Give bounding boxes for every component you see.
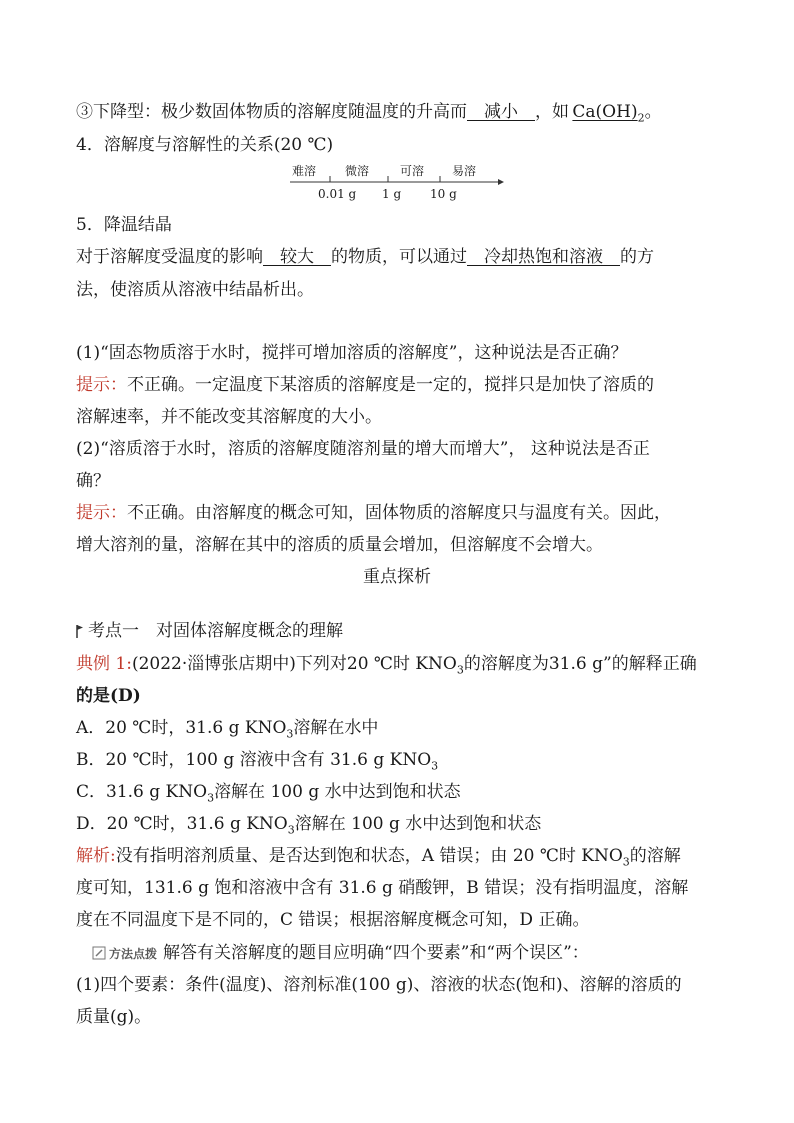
- analysis-1: [76, 845, 681, 873]
- hint-label: 提示：: [76, 503, 127, 523]
- hint-text: 不正确。一定温度下某溶质的溶解度是一定的，搅拌只是加快了溶质的: [127, 375, 654, 395]
- para-cooling-1: [76, 246, 654, 268]
- hint-1: [76, 374, 654, 396]
- method-tip: [92, 942, 589, 965]
- method-text: 解答有关溶解度的题目应明确“四个要素”和“两个误区”：: [163, 943, 589, 963]
- option-b: [76, 749, 438, 777]
- scale-label-insoluble: 难溶: [292, 164, 317, 178]
- text: 溶解在 100 g 水中达到饱和状态: [214, 782, 461, 802]
- key-point-title: 考点一 对固体溶解度概念的理解: [88, 621, 343, 641]
- heading-5: 5．降温结晶: [76, 215, 172, 235]
- scale-label-soluble: 可溶: [400, 164, 425, 178]
- formula: [572, 102, 645, 125]
- answer-text: 冷却热饱和溶液: [484, 247, 603, 267]
- scale-value-10g: 10 g: [430, 187, 457, 201]
- text: A．20 ℃时，31.6 g KNO: [76, 718, 287, 738]
- text: 没有指明溶剂质量、是否达到饱和状态，A 错误；由 20 ℃时 KNO: [115, 846, 623, 866]
- section-title: 重点探析: [363, 567, 431, 587]
- subscript: 3: [287, 823, 295, 837]
- answer-blank: [467, 247, 620, 267]
- subscript: 3: [286, 727, 294, 741]
- subscript: 3: [456, 663, 464, 677]
- scale-value-1g: 1 g: [382, 187, 402, 201]
- answer-text: 减小: [484, 102, 518, 122]
- text: 的方: [620, 247, 654, 267]
- analysis-3: 度在不同温度下是不同的，C 错误；根据溶解度概念可知，D 正确。: [76, 910, 590, 930]
- answer-blank: [263, 247, 331, 267]
- pen-icon: [92, 946, 106, 960]
- subscript: 3: [207, 791, 215, 805]
- text: ，如: [535, 102, 569, 122]
- key-point-1: [76, 620, 343, 642]
- example-1: [76, 653, 697, 681]
- answer-blank: [467, 102, 535, 122]
- text: 的溶解度为31.6 g”的解释正确: [463, 654, 697, 674]
- text: 的物质，可以通过: [331, 247, 467, 267]
- text: 溶解在水中: [293, 718, 379, 738]
- heading-4: 4．溶解度与溶解性的关系(20 ℃): [76, 135, 334, 155]
- subscript: 3: [431, 759, 439, 773]
- option-a: [76, 717, 378, 745]
- answer-text: 较大: [280, 247, 314, 267]
- para-cooling-2: 法，使溶质从溶液中结晶析出。: [76, 280, 314, 300]
- question-2: (2)“溶质溶于水时，溶质的溶解度随溶剂量的增大而增大”， 这种说法是否正: [76, 439, 650, 459]
- scale-label-easily-soluble: 易溶: [452, 164, 477, 178]
- text: D．20 ℃时，31.6 g KNO: [76, 814, 288, 834]
- example-label: 典例 1:: [76, 654, 132, 674]
- analysis-2: 度可知，131.6 g 饱和溶液中含有 31.6 g 硝酸钾，B 错误；没有指明温度，溶解: [76, 878, 689, 898]
- text: ③下降型：极少数固体物质的溶解度随温度的升高而: [76, 102, 467, 122]
- formula-text: Ca(OH): [572, 102, 638, 122]
- option-c: [76, 781, 461, 809]
- text: B．20 ℃时，100 g 溶液中含有 31.6 g KNO: [76, 750, 432, 770]
- text: (2022·淄博张店期中)下列对20 ℃时 KNO: [131, 654, 457, 674]
- text: C．31.6 g KNO: [76, 782, 208, 802]
- method-tag: 方法点拨: [109, 947, 158, 961]
- option-d: [76, 813, 541, 841]
- hint-2-cont: 增大溶剂的量，溶解在其中的溶质的质量会增加，但溶解度不会增大。: [76, 535, 603, 555]
- hint-label: 提示：: [76, 375, 127, 395]
- requirements-1-cont: 质量(g)。: [76, 1007, 152, 1027]
- question-1: (1)“固态物质溶于水时，搅拌可增加溶质的溶解度”，这种说法是否正确？: [76, 343, 628, 363]
- requirements-1: (1)四个要素：条件(温度)、溶剂标准(100 g)、溶液的状态(饱和)、溶解的溶质的: [76, 975, 682, 995]
- subscript: 3: [622, 855, 630, 869]
- formula-subscript: 2: [637, 111, 645, 125]
- question-2-cont: 确？: [76, 471, 110, 491]
- scale-label-slightly-soluble: 微溶: [345, 164, 370, 178]
- flag-icon: [76, 624, 84, 638]
- scale-value-0.01g: 0.01 g: [318, 187, 357, 201]
- text: 溶解在 100 g 水中达到饱和状态: [294, 814, 542, 834]
- text: 的溶解: [629, 846, 681, 866]
- text: 对于溶解度受温度的影响: [76, 247, 263, 267]
- analysis-label: 解析:: [76, 846, 116, 866]
- hint-text: 不正确。由溶解度的概念可知，固体物质的溶解度只与温度有关。因此，: [127, 503, 671, 523]
- hint-1-cont: 溶解速率，并不能改变其溶解度的大小。: [76, 407, 382, 427]
- solubility-scale-diagram: [290, 164, 505, 204]
- line-decline-type: [76, 101, 662, 129]
- hint-2: [76, 502, 671, 524]
- text: 。: [644, 102, 662, 122]
- example-1-cont: 的是(D): [76, 686, 141, 706]
